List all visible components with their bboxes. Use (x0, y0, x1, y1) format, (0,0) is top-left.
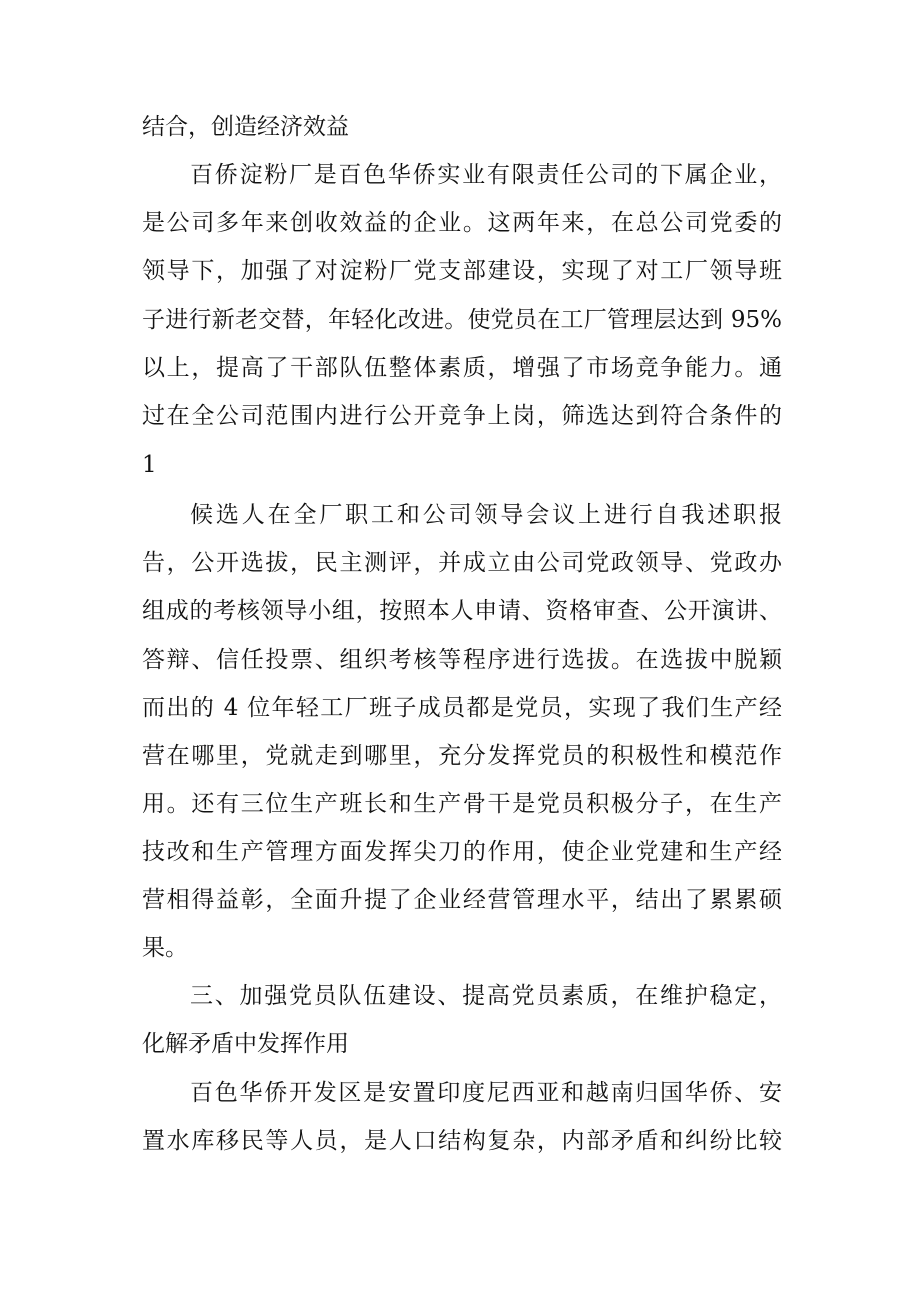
page-number: 1 (142, 452, 157, 478)
text-line: 以上，提高了干部队伍整体素质，增强了市场竞争能力。通 (142, 355, 782, 381)
text-line: 领导下，加强了对淀粉厂党支部建设，实现了对工厂领导班 (142, 258, 782, 284)
text-line: 过在全公司范围内进行公开竞争上岗，筛选达到符合条件的 (142, 403, 782, 429)
text-line: 百侨淀粉厂是百色华侨实业有限责任公司的下属企业， (190, 162, 782, 188)
text-line: 组成的考核领导小组，按照本人申请、资格审查、公开演讲、 (142, 598, 782, 624)
text-line: 答辩、信任投票、组织考核等程序进行选拔。在选拔中脱颖 (142, 647, 782, 673)
text-line: 候选人在全厂职工和公司领导会议上进行自我述职报 (190, 502, 782, 528)
text-line: 营在哪里，党就走到哪里，充分发挥党员的积极性和模范作 (142, 743, 782, 769)
text-line: 果。 (142, 935, 188, 961)
text-line: 技改和生产管理方面发挥尖刀的作用，使企业党建和生产经 (142, 839, 782, 865)
text-line: 置水库移民等人员，是人口结构复杂，内部矛盾和纠纷比较 (142, 1128, 782, 1154)
text-line: 是公司多年来创收效益的企业。这两年来，在总公司党委的 (142, 210, 782, 236)
text-line: 结合，创造经济效益 (142, 114, 349, 140)
text-line: 而出的 4 位年轻工厂班子成员都是党员，实现了我们生产经 (142, 695, 782, 721)
text-line: 用。还有三位生产班长和生产骨干是党员积极分子，在生产 (142, 791, 782, 817)
text-line: 子进行新老交替，年轻化改进。使党员在工厂管理层达到 95% (142, 307, 782, 333)
text-line: 告，公开选拔，民主测评，并成立由公司党政领导、党政办 (142, 550, 782, 576)
section-heading: 三、加强党员队伍建设、提高党员素质，在维护稳定， (190, 983, 782, 1009)
text-line: 营相得益彰，全面升提了企业经营管理水平，结出了累累硕 (142, 887, 782, 913)
section-heading: 化解矛盾中发挥作用 (142, 1031, 349, 1057)
text-line: 百色华侨开发区是安置印度尼西亚和越南归国华侨、安 (190, 1080, 782, 1106)
